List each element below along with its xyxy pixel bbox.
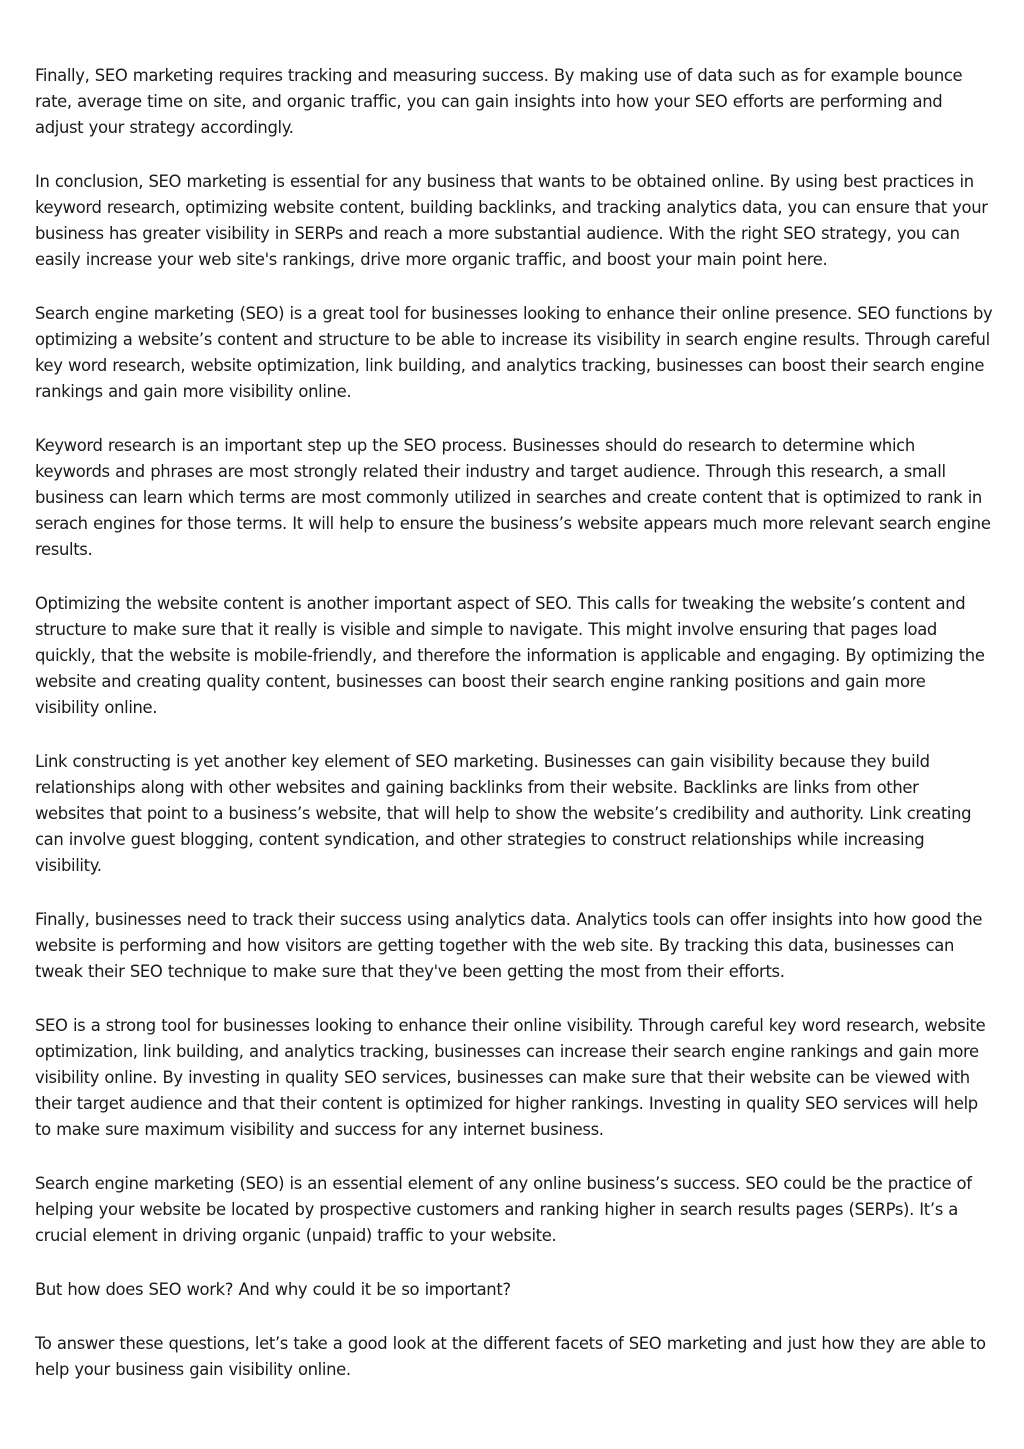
paragraph: SEO is a strong tool for businesses looking to enhance their online visibility. Through careful key word research, website optimization, link building, and analytics tracking, businesses can increase their search engine rankings and gain more visibility online. By investing in quality SEO services, businesses can make sure that their website can be viewed with their target audience and that their content is optimized for higher rankings. Investing in quality SEO services will help to make sure maximum visibility and success for any internet business.	[35, 1016, 986, 1139]
paragraph: Keyword research is an important step up the SEO process. Businesses should do research to determine which keywords and phrases are most strongly related their industry and target audience. Through this research, a small business can learn which terms are most commonly utilized in searches and create content that is optimized to rank in serach engines for those terms. It will help to ensure the business’s website appears much more relevant search engine results.	[35, 436, 991, 559]
document-body	[35, 63, 993, 1411]
paragraph: To answer these questions, let’s take a good look at the different facets of SEO marketing and just how they are able to help your business gain visibility online.	[35, 1334, 986, 1379]
paragraph: Finally, businesses need to track their success using analytics data. Analytics tools can offer insights into how good the website is performing and how visitors are getting together with the web site. By tracking this data, businesses can tweak their SEO technique to make sure that they've been getting the most from their efforts.	[35, 910, 983, 981]
paragraph: Link constructing is yet another key element of SEO marketing. Businesses can gain visibility because they build relationships along with other websites and gaining backlinks from their website. Backlinks are links from other websites that point to a business’s website, that will help to show the website’s credibility and authority. Link creating can involve guest blogging, content syndication, and other strategies to construct relationships while increasing visibility.	[35, 752, 972, 875]
paragraph: Finally, SEO marketing requires tracking and measuring success. By making use of data such as for example bounce rate, average time on site, and organic traffic, you can gain insights into how your SEO efforts are performing and adjust your strategy accordingly.	[35, 66, 963, 137]
paragraph: In conclusion, SEO marketing is essential for any business that wants to be obtained online. By using best practices in keyword research, optimizing website content, building backlinks, and tracking analytics data, you can ensure that your business has greater visibility in SERPs and reach a more substantial audience. With the right SEO strategy, you can easily increase your web site's rankings, drive more organic traffic, and boost your main point here.	[35, 172, 988, 269]
paragraph: Search engine marketing (SEO) is a great tool for businesses looking to enhance their online presence. SEO functions by optimizing a website’s content and structure to be able to increase its visibility in search engine results. Through careful key word research, website optimization, link building, and analytics tracking, businesses can boost their search engine rankings and gain more visibility online.	[35, 304, 993, 401]
paragraph: But how does SEO work? And why could it be so important?	[35, 1280, 511, 1299]
paragraph: Optimizing the website content is another important aspect of SEO. This calls for tweaking the website’s content and structure to make sure that it really is visible and simple to navigate. This might involve ensuring that pages load quickly, that the website is mobile-friendly, and therefore the information is applicable and engaging. By optimizing the website and creating quality content, businesses can boost their search engine ranking positions and gain more visibility online.	[35, 594, 985, 717]
paragraph: Search engine marketing (SEO) is an essential element of any online business’s success. SEO could be the practice of helping your website be located by prospective customers and ranking higher in search results pages (SERPs). It’s a crucial element in driving organic (unpaid) traffic to your website.	[35, 1174, 972, 1245]
